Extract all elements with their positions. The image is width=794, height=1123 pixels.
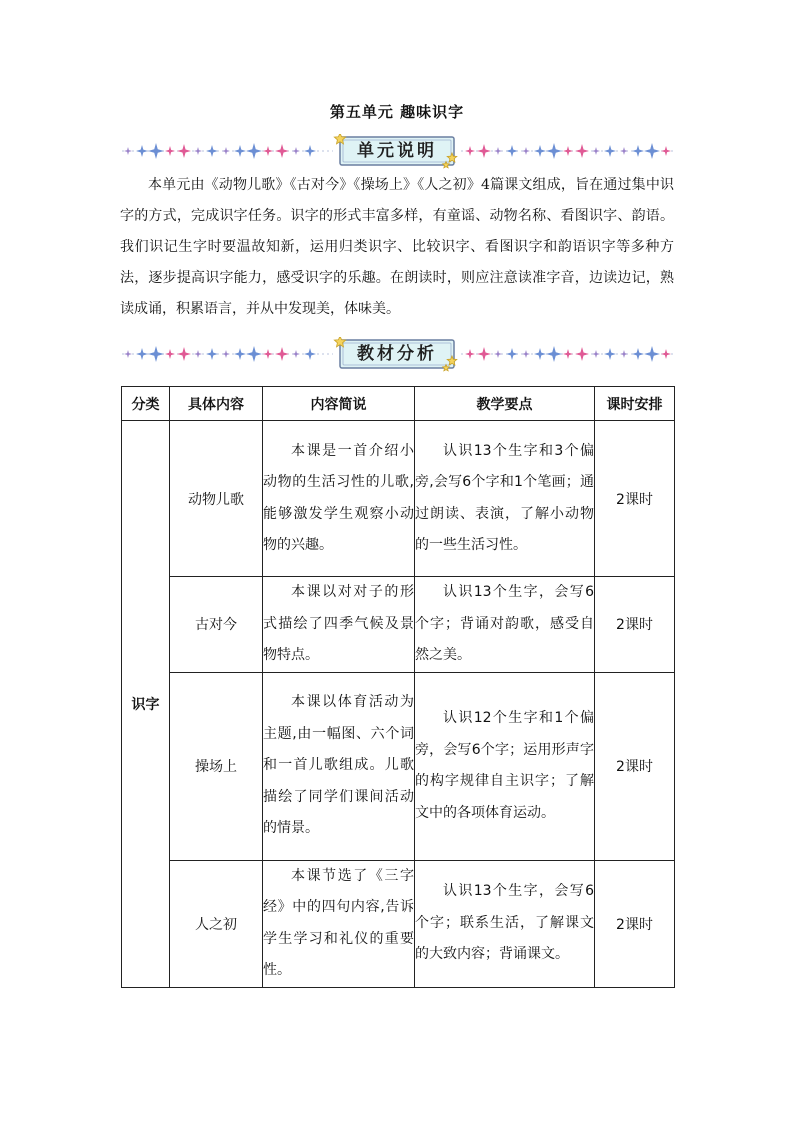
lesson-summary: 本课以体育活动为主题,由一幅图、六个词和一首儿歌组成。儿歌描绘了同学们课间活动的情景。 [263, 672, 415, 860]
column-header-summary: 内容简说 [263, 387, 415, 421]
section-heading-material-analysis: 教材分析 [357, 344, 437, 364]
lesson-key-points: 认识13个生字，会写6个字；背诵对韵歌，感受自然之美。 [415, 577, 595, 673]
section-banner-unit-description [118, 134, 678, 170]
section-heading-unit-description: 单元说明 [357, 141, 437, 161]
section-banner-material-analysis [118, 337, 678, 373]
lesson-hours: 2课时 [595, 672, 675, 860]
table-row [122, 577, 675, 673]
table-header-row [122, 387, 675, 421]
lesson-summary: 本课节选了《三字经》中的四句内容,告诉学生学习和礼仪的重要性。 [263, 860, 415, 987]
lesson-name: 人之初 [170, 860, 263, 987]
category-cell: 识字 [122, 421, 170, 988]
lesson-hours: 2课时 [595, 421, 675, 577]
column-header-key-points: 教学要点 [415, 387, 595, 421]
lesson-summary: 本课是一首介绍小动物的生活习性的儿歌,能够激发学生观察小动物的兴趣。 [263, 421, 415, 577]
table-row [122, 860, 675, 987]
lesson-key-points: 认识13个生字和3个偏旁,会写6个字和1个笔画；通过朗读、表演，了解小动物的一些生活习性。 [415, 421, 595, 577]
table-row [122, 421, 675, 577]
page-title: 第五单元 趣味识字 [329, 103, 465, 121]
lesson-analysis-table [121, 386, 675, 988]
lesson-summary: 本课以对对子的形式描绘了四季气候及景物特点。 [263, 577, 415, 673]
column-header-hours: 课时安排 [595, 387, 675, 421]
lesson-hours: 2课时 [595, 860, 675, 987]
lesson-key-points: 认识13个生字，会写6个字；联系生活，了解课文的大致内容；背诵课文。 [415, 860, 595, 987]
table-row [122, 672, 675, 860]
lesson-name: 操场上 [170, 672, 263, 860]
lesson-key-points: 认识12个生字和1个偏旁，会写6个字；运用形声字的构字规律自主识字；了解文中的各项体育运动。 [415, 672, 595, 860]
unit-intro-paragraph: 本单元由《动物儿歌》《古对今》《操场上》《人之初》4篇课文组成，旨在通过集中识字的方式，完成识字任务。识字的形式丰富多样，有童谣、动物名称、看图识字、韵语。我们识记生字时要温故知新，运用归类识字、比较识字、看图识字和韵语识字等多种方法，逐步提高识字能力，感受识字的乐趣。在朗读时，则应注意读准字音，边读边记，熟读成诵，积累语言，并从中发现美，体味美。 [120, 177, 674, 317]
lesson-name: 动物儿歌 [170, 421, 263, 577]
lesson-name: 古对今 [170, 577, 263, 673]
column-header-category: 分类 [122, 387, 170, 421]
column-header-lesson: 具体内容 [170, 387, 263, 421]
lesson-hours: 2课时 [595, 577, 675, 673]
